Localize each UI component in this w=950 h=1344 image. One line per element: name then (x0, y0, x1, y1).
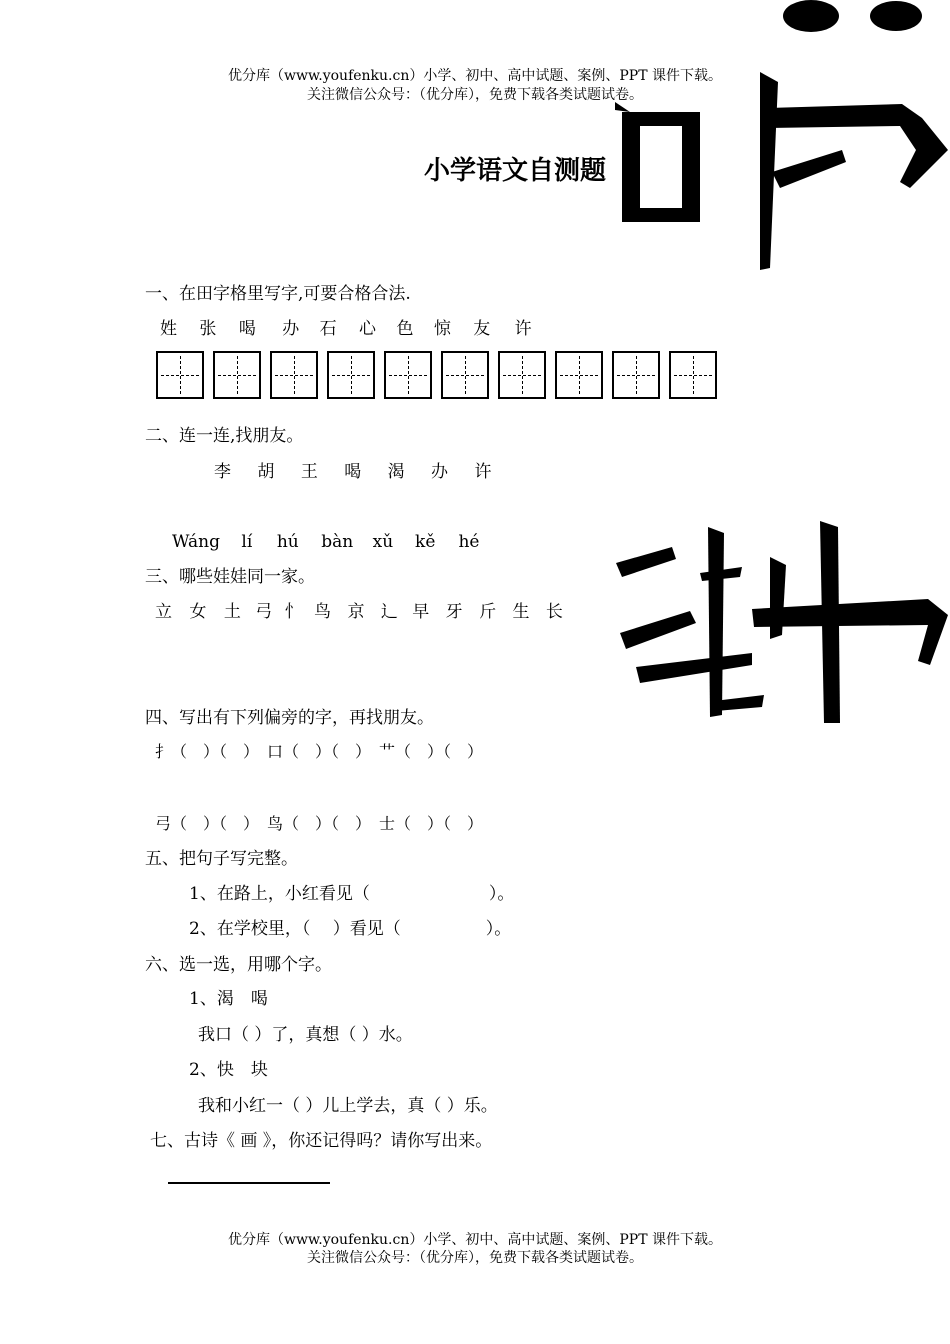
decorative-large-glyph-top (610, 0, 950, 280)
q2-heading: 二、连一连,找朋友。 (145, 426, 304, 446)
q2-pinyin: hú (276, 532, 299, 552)
q3-char: 弓 (255, 602, 273, 622)
tian-zi-cell[interactable] (156, 351, 204, 399)
tian-zi-cell[interactable] (384, 351, 432, 399)
q3-char: 长 (545, 602, 563, 622)
q2-pinyin: hé (458, 532, 480, 552)
q6-pair-1: 1、渴 喝 (189, 989, 268, 1009)
tian-zi-cell[interactable] (555, 351, 603, 399)
q3-char: 京 (347, 602, 365, 622)
tian-zi-cell[interactable] (612, 351, 660, 399)
q1-char: 喝 (238, 319, 256, 339)
q2-char: 王 (300, 462, 318, 482)
header-line-1: 优分库（www.youfenku.cn）小学、初中、高中试题、案例、PPT 课件下载。 (227, 68, 722, 84)
q1-char: 姓 (160, 319, 177, 339)
q7-heading: 七、古诗《 画 》，你还记得吗？请你写出来。 (150, 1131, 493, 1151)
answer-line (168, 1182, 330, 1184)
q6-pair-2: 2、快 块 (189, 1060, 268, 1080)
q1-char: 办 (282, 319, 300, 339)
q2-char: 许 (474, 462, 492, 482)
tian-zi-cell[interactable] (441, 351, 489, 399)
q1-char: 许 (514, 319, 532, 339)
q2-pinyin: kě (415, 532, 436, 552)
q1-char: 友 (473, 319, 491, 339)
q2-pinyin: xǔ (372, 532, 394, 552)
footer-line-1: 优分库（www.youfenku.cn）小学、初中、高中试题、案例、PPT 课件下载。 (227, 1232, 722, 1248)
header-line-2: 关注微信公众号：（优分库），免费下载各类试题试卷。 (307, 87, 643, 103)
q4-line-2: 弓（ ）（ ） 鸟（ ）（ ） 士（ ）（ ） (155, 814, 484, 833)
q4-heading: 四、写出有下列偏旁的字，再找朋友。 (145, 708, 434, 728)
tian-zi-grid (156, 351, 717, 399)
tian-zi-cell[interactable] (213, 351, 261, 399)
q1-heading: 一、在田字格里写字,可要合格合法. (145, 284, 411, 304)
q2-pinyin-row (172, 531, 488, 553)
decorative-large-glyph-middle (612, 515, 950, 725)
q2-char: 喝 (344, 462, 362, 482)
q1-char: 色 (396, 319, 414, 339)
q6-heading: 六、选一选，用哪个字。 (145, 955, 332, 975)
q5-sentence-1: 1、在路上，小红看见（ ）。 (189, 884, 515, 904)
q3-char: 生 (512, 602, 530, 622)
q2-char-row (214, 461, 504, 483)
q2-pinyin: Wáng (172, 532, 220, 552)
tian-zi-cell[interactable] (270, 351, 318, 399)
q6-sentence-2: 我和小红一（ ）儿上学去，真（ ）乐。 (198, 1096, 498, 1116)
q1-char: 心 (359, 319, 377, 339)
q3-heading: 三、哪些娃娃同一家。 (145, 567, 315, 587)
q2-pinyin: lí (241, 532, 253, 552)
footer-line-2: 关注微信公众号：（优分库），免费下载各类试题试卷。 (307, 1250, 643, 1266)
page-title: 小学语文自测题 (423, 156, 606, 186)
q1-char: 石 (319, 319, 337, 339)
q3-char: 立 (155, 602, 172, 622)
q3-char: 早 (412, 602, 430, 622)
q1-char-row (160, 318, 545, 340)
q6-sentence-1: 我口（ ）了，真想（ ）水。 (198, 1025, 413, 1045)
tian-zi-cell[interactable] (669, 351, 717, 399)
q3-char: 忄 (284, 602, 302, 622)
q3-char: 鸟 (314, 602, 332, 622)
q5-sentence-2: 2、在学校里，（ ）看见（ ）。 (189, 919, 512, 939)
q4-line-1: 扌（ ）（ ） 口（ ）（ ） 艹（ ）（ ） (155, 742, 484, 761)
q3-char: 女 (189, 602, 207, 622)
q2-char: 胡 (257, 462, 275, 482)
q5-heading: 五、把句子写完整。 (145, 849, 298, 869)
q3-char: 辶 (380, 602, 398, 622)
q3-char: 斤 (479, 602, 497, 622)
q2-char: 李 (214, 462, 231, 482)
q1-char: 惊 (433, 319, 451, 339)
q3-char: 土 (223, 602, 241, 622)
q1-char: 张 (199, 319, 217, 339)
q2-char: 渴 (387, 462, 405, 482)
q2-pinyin: bàn (321, 532, 354, 552)
q2-char: 办 (431, 462, 449, 482)
q3-char-row (155, 601, 566, 623)
tian-zi-cell[interactable] (327, 351, 375, 399)
tian-zi-cell[interactable] (498, 351, 546, 399)
q3-char: 牙 (445, 602, 463, 622)
